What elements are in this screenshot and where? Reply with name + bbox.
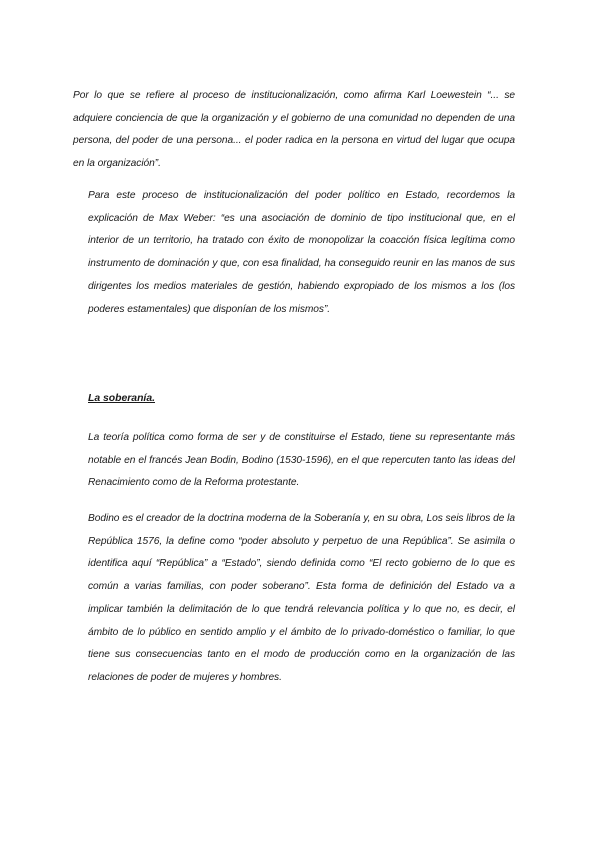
quote-max-weber: Para este proceso de institucionalización del poder político en Estado, recordemos la explicación de Max Weber: “es una asociación de dominio de tipo institucional que, en el interior de un territorio, ha tratado con éxito de monopolizar la coacción física legítima como instrumento de dominación y que, con esa finalidad, ha conseguido reunir en las manos de sus dirigentes los medios materiales de gestión, habiendo expropiado de los mismos a los (los poderes estamentales) que disponían de los mismos”. xyxy=(88,190,515,315)
paragraph-teoria-politica: La teoría política como forma de ser y de constituirse el Estado, tiene su representante más notable en el francés Jean Bodin, Bodino (1530-1596), en el que repercuten tanto las ideas del Renacimiento como de la Reforma protestante. xyxy=(88,432,515,489)
paragraph-institucionalizacion: Por lo que se refiere al proceso de institucionalización, como afirma Karl Loewestein “... se adquiere conciencia de que la organización y el gobierno de una comunidad no dependen de una persona, del poder de una persona... el poder radica en la persona en virtud del lugar que ocupa en la organización”. xyxy=(73,90,515,170)
section-heading: La soberanía. xyxy=(88,393,155,404)
paragraph-bodino: Bodino es el creador de la doctrina moderna de la Soberanía y, en su obra, Los seis libros de la República 1576, la define como “poder absoluto y perpetuo de una República”. Se asimila o identifica aquí “República” a “Estado”, siendo definida como “El recto gobierno de lo que es común a varias familias, con poder soberano”. Esta forma de definición del Estado va a implicar también la delimitación de lo que tendrá relevancia política y lo que no, es decir, el ámbito de lo público en sentido amplio y el ámbito de lo privado-doméstico o familiar, lo que tiene sus consecuencias tanto en el modo de producción como en la organización de las relaciones de poder de mujeres y hombres. xyxy=(88,513,515,683)
